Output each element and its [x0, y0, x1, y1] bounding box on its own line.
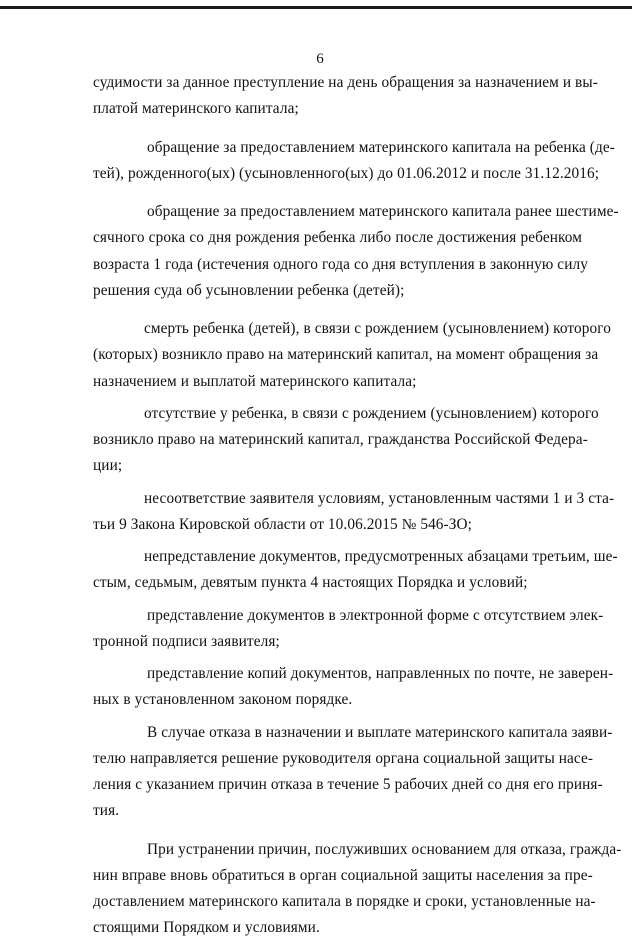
text-line: платой материнского капитала; — [93, 100, 299, 118]
paragraph — [93, 199, 619, 304]
text-line: стоящими Порядком и условиями. — [93, 919, 320, 937]
text-line: обращение за предоставлением материнского капитала ранее шестиме- — [147, 203, 619, 220]
text-line: тей), рожденного(ых) (усыновленного(ых) до 01.06.2012 и после 31.12.2016; — [93, 164, 600, 182]
text-line: судимости за данное преступление на день обращения за назначением и вы- — [93, 74, 598, 91]
paragraph — [93, 135, 615, 188]
paragraph — [93, 661, 614, 714]
paragraph — [93, 720, 613, 825]
text-line: В случае отказа в назначении и выплате материнского капитала заяви- — [147, 723, 613, 741]
paragraph — [93, 837, 622, 942]
text-line: ции; — [93, 457, 123, 475]
paragraph — [93, 603, 604, 656]
paragraph — [93, 70, 598, 123]
paragraph — [93, 486, 615, 539]
text-line: стым, седьмым, девятым пункта 4 настоящих Порядка и условий; — [93, 574, 528, 592]
document-body — [93, 70, 622, 942]
text-line: представление документов в электронной форме с отсутствием элек- — [147, 606, 604, 624]
text-line: непредставление документов, предусмотренных абзацами третьим, ше- — [144, 548, 618, 565]
top-scan-border — [0, 6, 632, 9]
text-line: тьи 9 Закона Кировской области от 10.06.2015 № 546-ЗО; — [93, 515, 473, 533]
text-line: сячного срока со дня рождения ребенка либо после достижения ребенком — [93, 229, 582, 247]
text-line: назначением и выплатой материнского капитала; — [93, 372, 417, 390]
text-line: обращение за предоставлением материнского капитала на ребенка (де- — [147, 138, 615, 156]
paragraph — [93, 316, 611, 395]
page-number: 6 — [316, 51, 324, 67]
text-line: нин вправе вновь обратиться в орган социальной защиты населения за пре- — [93, 866, 593, 884]
text-line: смерть ребенка (детей), в связи с рождением (усыновлением) которого — [144, 320, 611, 337]
text-line: тия. — [93, 802, 120, 820]
text-line: доставлением материнского капитала в порядке и сроки, установленные на- — [93, 893, 596, 910]
text-line: ления с указанием причин отказа в течение 5 рабочих дней со дня его приня- — [93, 776, 603, 793]
text-line: тронной подписи заявителя; — [93, 632, 280, 650]
text-line: решения суда об усыновлении ребенка (детей); — [93, 281, 405, 299]
text-line: (которых) возникло право на материнский капитал, на момент обращения за — [93, 346, 599, 364]
text-line: представление копий документов, направленных по почте, не заверен- — [147, 665, 614, 682]
text-line: несоответствие заявителя условиям, установленным частями 1 и 3 ста- — [144, 489, 615, 507]
text-line: ных в установленном законом порядке. — [93, 691, 353, 709]
text-line: возраста 1 года (истечения одного года со дня вступления в законную силу — [93, 255, 588, 273]
paragraph — [93, 544, 618, 597]
text-line: При устранении причин, послуживших основанием для отказа, гражда- — [147, 840, 622, 858]
text-line: возникло право на материнский капитал, гражданства Российской Федера- — [93, 431, 588, 448]
text-line: телю направляется решение руководителя органа социальной защиты насе- — [93, 749, 594, 767]
text-line: отсутствие у ребенка, в связи с рождением (усыновлением) которого — [144, 404, 599, 422]
paragraph — [93, 401, 599, 480]
